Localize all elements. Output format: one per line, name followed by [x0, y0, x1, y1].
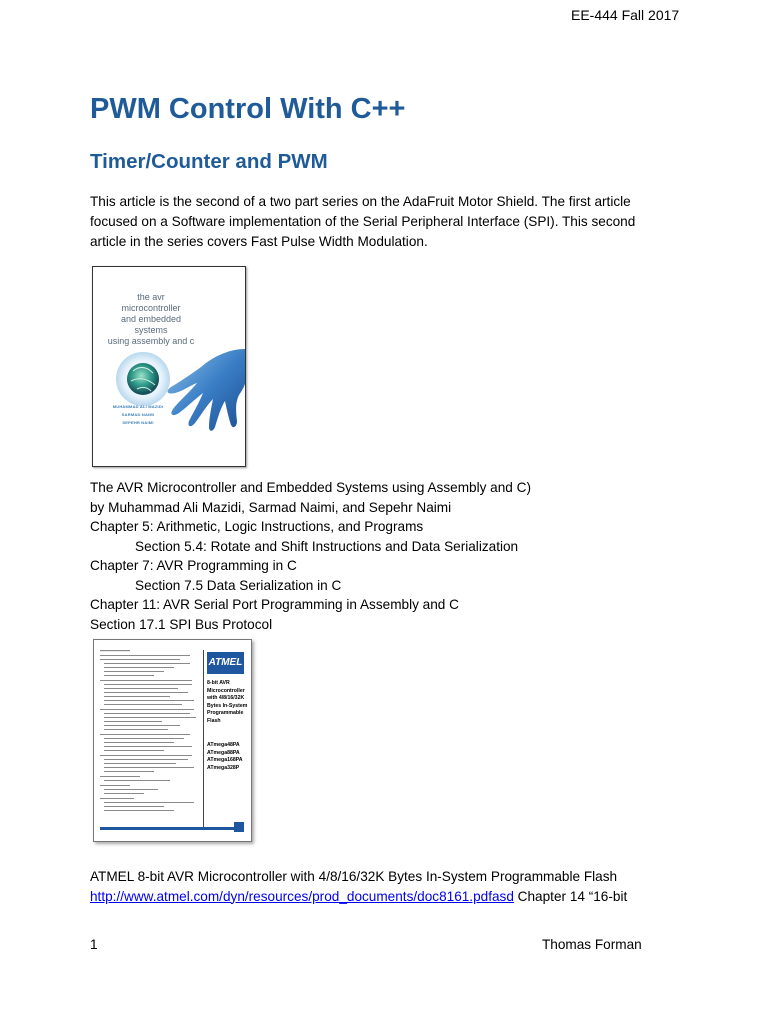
reference-line: Chapter 7: AVR Programming in C: [90, 558, 297, 573]
book-author: MUHAMMAD ALI MAZIDI: [112, 404, 164, 409]
part-number: ATmega88PA: [207, 749, 240, 756]
part-number: ATmega168PA: [207, 757, 243, 763]
book-author: SARMAD NAIMI: [121, 412, 155, 417]
reference-line: Chapter 5: Arithmetic, Logic Instructions, and Programs: [90, 519, 424, 534]
part-number: ATmega48PA: [207, 742, 240, 748]
atmel-datasheet-thumbnail: [93, 639, 252, 842]
datasheet-caption-line: [90, 887, 627, 907]
datasheet-chapter-text: Chapter 14 “16-bit: [513, 888, 628, 904]
datasheet-footer-bar: [100, 827, 238, 830]
datasheet-part-list: [207, 742, 251, 772]
header-course: EE-444 Fall 2017: [571, 7, 680, 23]
book-cover-authors: [93, 403, 183, 427]
atmel-logo: ATMEL: [207, 652, 244, 674]
footer-author: Thomas Forman: [542, 937, 642, 952]
datasheet-text-lines: [94, 640, 202, 830]
hand-globe-illustration: [93, 267, 245, 466]
book-cover-title: the avr microcontroller and embedded systems using assembly and c: [107, 292, 195, 346]
reference-line: Section 7.5 Data Serialization in C: [135, 577, 342, 593]
page-title: PWM Control With C++: [90, 93, 406, 125]
part-number: ATmega328P: [207, 764, 240, 771]
datasheet-caption: [90, 867, 627, 906]
reference-line: by Muhammad Ali Mazidi, Sarmad Naimi, and Sepehr Naimi: [90, 499, 452, 515]
page-number: 1: [90, 937, 98, 952]
datasheet-caption-line: ATMEL 8-bit AVR Microcontroller with 4/8/16/32K Bytes In-System Programmable Flash: [90, 869, 618, 884]
book-reference-list: [90, 478, 531, 634]
reference-line: The AVR Microcontroller and Embedded Systems using Assembly and C): [90, 480, 531, 495]
reference-line: Section 5.4: Rotate and Shift Instructions and Data Serialization: [135, 538, 519, 554]
datasheet-link[interactable]: http://www.atmel.com/dyn/resources/prod_documents/doc8161.pdfasd: [90, 888, 514, 904]
datasheet-description: 8-bit AVR Microcontroller with 4/8/16/32K Bytes In-System Programmable Flash: [207, 680, 248, 724]
avr-book-cover-image: [92, 266, 246, 467]
section-subtitle: Timer/Counter and PWM: [90, 150, 328, 173]
atmel-footer-logo: [234, 822, 244, 832]
book-author: SEPEHR NAIMI: [122, 420, 154, 425]
reference-line: Chapter 11: AVR Serial Port Programming in Assembly and C: [90, 597, 459, 612]
datasheet-divider: [203, 650, 204, 828]
intro-paragraph: This article is the second of a two part series on the AdaFruit Motor Shield. The first article focused on a Software implementation of the Serial Peripheral Interface (SPI). This second article in the series covers Fast Pulse Width Modulation.: [90, 194, 636, 249]
reference-line: Section 17.1 SPI Bus Protocol: [90, 616, 273, 632]
